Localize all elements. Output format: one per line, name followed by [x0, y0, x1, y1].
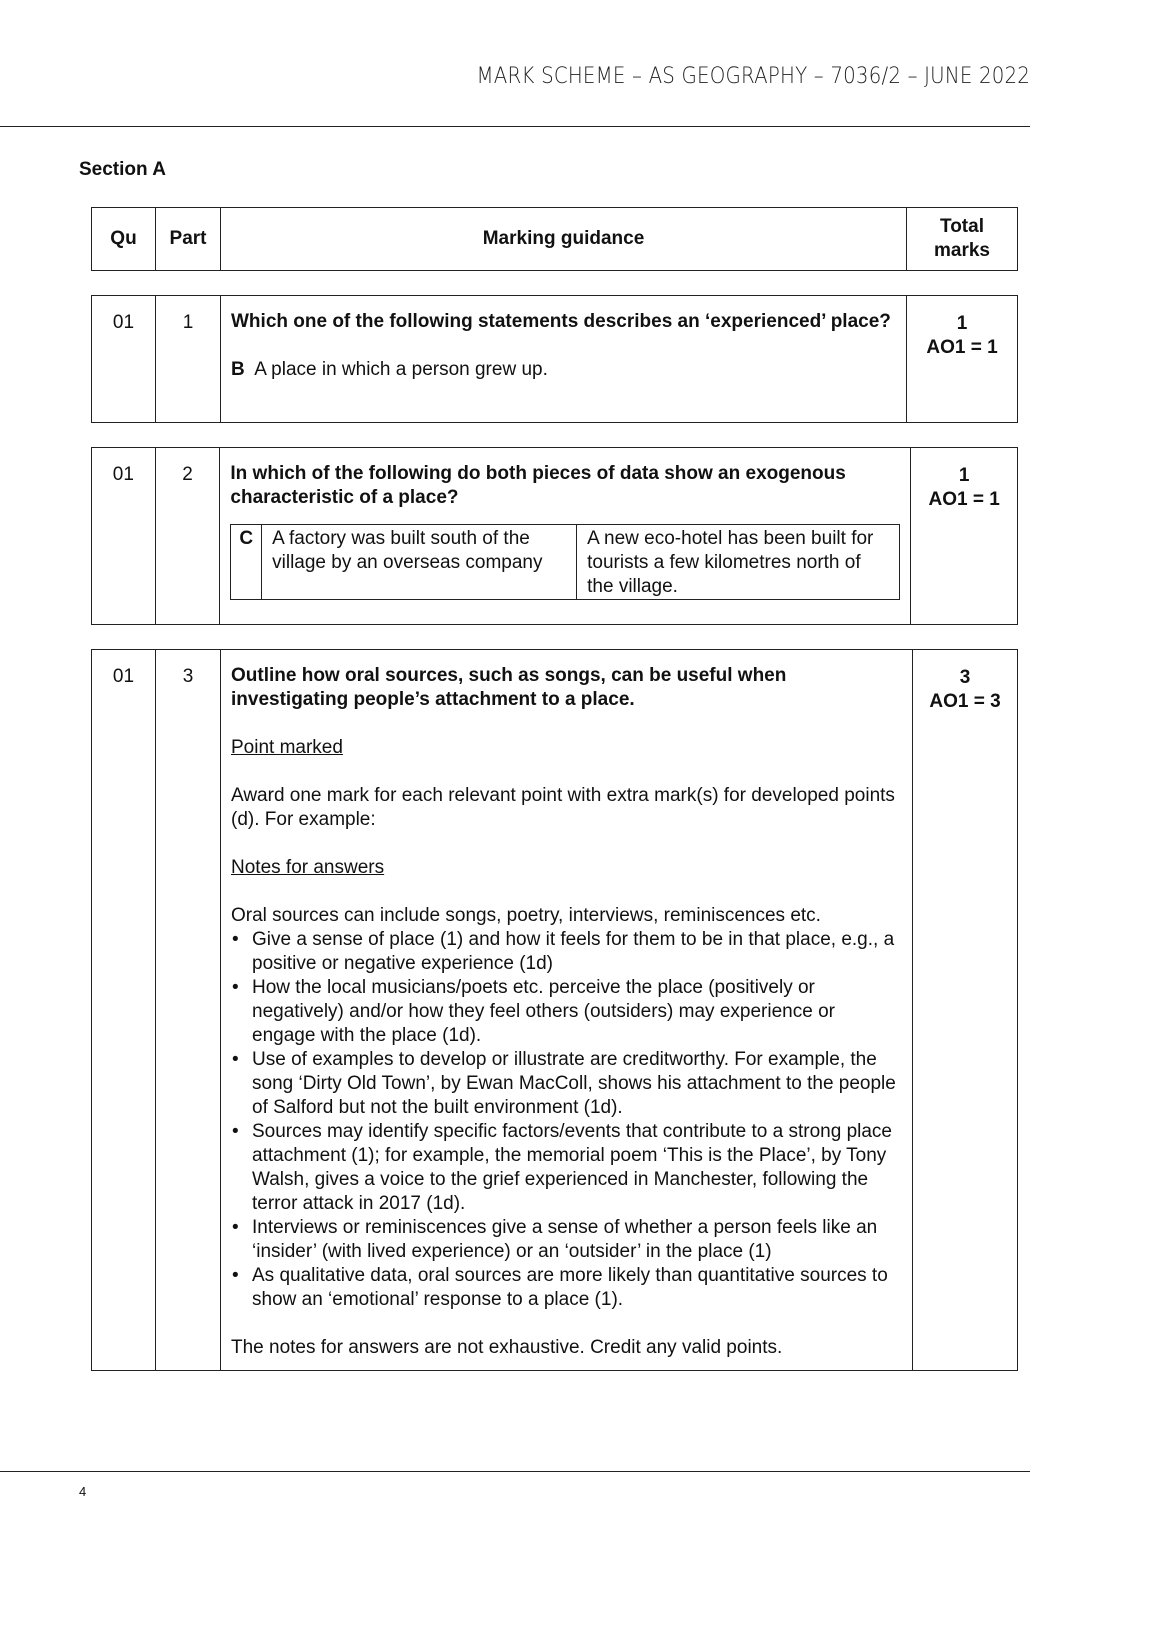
- marks-total: 3: [959, 667, 971, 688]
- list-item: • Sources may identify specific factors/events that contribute to a strong place attachment (1); for example, the memorial poem ‘This is the Place’, by Tony Walsh, gives a voice to the grief experienced in Manchester, following the terror attack in 2017 (1d).: [252, 1120, 902, 1216]
- question-text: In which of the following do both pieces of data show an exogenous characteristic of a place?: [230, 463, 846, 508]
- point-marked-heading: Point marked: [231, 737, 343, 758]
- marks-cell: [907, 296, 1018, 423]
- answer-text: A place in which a person grew up.: [254, 359, 548, 380]
- guidance-cell: [221, 650, 913, 1371]
- list-item: • Interviews or reminiscences give a sense of whether a person feels like an ‘insider’ (with lived experience) or an ‘outsider’ in the place (1): [252, 1216, 902, 1264]
- column-header-table: [91, 207, 1018, 271]
- qu-number: 01: [92, 296, 156, 423]
- marks-ao: AO1 = 3: [929, 691, 1001, 712]
- closing-note: The notes for answers are not exhaustive. Credit any valid points.: [231, 1337, 783, 1358]
- marks-ao: AO1 = 1: [926, 337, 998, 358]
- answer-col1: A factory was built south of the village by an overseas company: [262, 525, 577, 600]
- qu-number: 01: [92, 448, 156, 625]
- question-text: Outline how oral sources, such as songs, can be useful when investigating people’s attachment to a place.: [231, 665, 787, 710]
- answer-col2: A new eco-hotel has been built for tourists a few kilometres north of the village.: [577, 525, 900, 600]
- marks-cell: [911, 448, 1018, 625]
- notes-heading: Notes for answers: [231, 857, 385, 878]
- list-item: • Use of examples to develop or illustrate are creditworthy. For example, the song ‘Dirty Old Town’, by Ewan MacColl, shows his attachment to the people of Salford but not the built environment (1d).: [252, 1048, 902, 1120]
- answer-table: [230, 524, 900, 600]
- marks-total: 1: [958, 465, 970, 486]
- header-rule: [0, 126, 1030, 127]
- marks-total: 1: [956, 313, 968, 334]
- header-qu: Qu: [92, 208, 156, 271]
- part-number: 2: [155, 448, 220, 625]
- part-number: 3: [156, 650, 221, 1371]
- qu-number: 01: [92, 650, 156, 1371]
- section-title: Section A: [79, 159, 166, 180]
- page-number: 4: [79, 1484, 87, 1499]
- question-table-01-2: [91, 447, 1018, 625]
- header-marks: [907, 208, 1018, 271]
- guidance-cell: [221, 296, 907, 423]
- header-part: Part: [156, 208, 221, 271]
- list-item: • How the local musicians/poets etc. perceive the place (positively or negatively) and/or how they feel others (outsiders) may experience or engage with the place (1d).: [252, 976, 902, 1048]
- header-guidance: Marking guidance: [221, 208, 907, 271]
- award-instruction: Award one mark for each relevant point with extra mark(s) for developed points (d). For example:: [231, 785, 895, 830]
- question-text: Which one of the following statements describes an ‘experienced’ place?: [231, 311, 891, 332]
- notes-intro: Oral sources can include songs, poetry, interviews, reminiscences etc.: [231, 905, 821, 926]
- footer-rule: [0, 1471, 1030, 1472]
- question-table-01-3: [91, 649, 1018, 1371]
- header-marks-line1: Total: [940, 216, 984, 237]
- part-number: 1: [156, 296, 221, 423]
- question-table-01-1: [91, 295, 1018, 423]
- answer-letter: C: [231, 525, 262, 600]
- notes-list: [231, 928, 902, 1312]
- answer-letter: B: [231, 359, 245, 380]
- marks-cell: [913, 650, 1018, 1371]
- header-marks-line2: marks: [934, 240, 990, 261]
- list-item: • As qualitative data, oral sources are more likely than quantitative sources to show an ‘emotional’ response to a place (1).: [252, 1264, 902, 1312]
- running-header: MARK SCHEME – AS GEOGRAPHY – 7036/2 – JUNE 2022: [476, 64, 1030, 89]
- marks-ao: AO1 = 1: [928, 489, 1000, 510]
- guidance-cell: [220, 448, 911, 625]
- list-item: • Give a sense of place (1) and how it feels for them to be in that place, e.g., a positive or negative experience (1d): [252, 928, 902, 976]
- answer: [231, 358, 896, 382]
